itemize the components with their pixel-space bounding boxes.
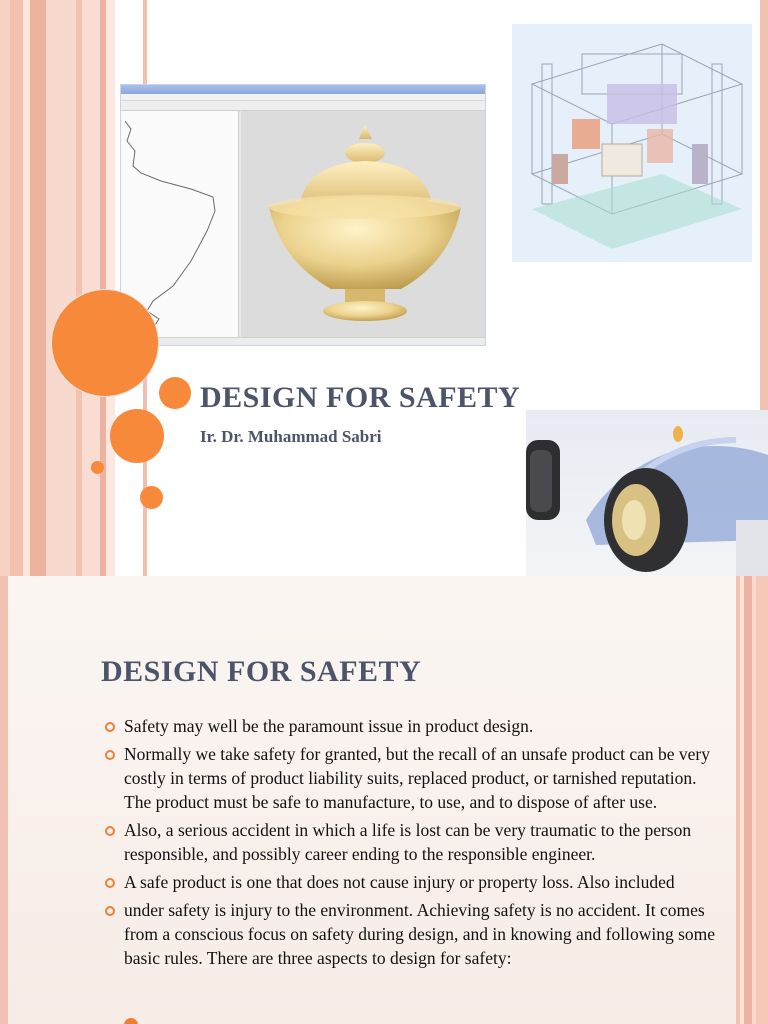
- bullet-item: [104, 714, 720, 738]
- bullet-item: [104, 818, 720, 866]
- circle-bullet-icon: [105, 750, 115, 760]
- 3d-viewport: [241, 111, 486, 339]
- circle-bullet-icon: [105, 906, 115, 916]
- right-decorative-stripes: [736, 576, 768, 1024]
- race-car-render: [526, 410, 768, 576]
- software-3d-bowl-screenshot: [120, 84, 486, 346]
- bullet-text: under safety is injury to the environment. Achieving safety is no accident. It comes from a conscious focus on safety during design, and in knowing and following some basic rules. There are three aspects to design for safety:: [124, 900, 716, 968]
- tiny-decorative-circle: [91, 461, 104, 474]
- bullet-text: A safe product is one that does not cause injury or property loss. Also included: [124, 872, 675, 892]
- bullet-text: Also, a serious accident in which a life is lost can be very traumatic to the person responsible, and possibly career ending to the responsible engineer.: [124, 820, 692, 864]
- small-decorative-circle: [159, 377, 191, 409]
- bowl-icon: [241, 111, 486, 339]
- author-name: Ir. Dr. Muhammad Sabri: [200, 427, 382, 446]
- bullet-text: Safety may well be the paramount issue in product design.: [124, 716, 534, 736]
- left-decorative-stripe: [0, 576, 8, 1024]
- bullet-text: Normally we take safety for granted, but the recall of an unsafe product can be very costly in terms of product liability suits, replaced product, or tarnished reputation. The product must be safe to manufacture, to use, and to dispose of after use.: [124, 744, 711, 812]
- slide-title: DESIGN FOR SAFETY: [200, 381, 521, 414]
- window-menu-bar: [121, 94, 485, 101]
- bullet-item: [104, 898, 720, 970]
- window-toolbar: [121, 101, 485, 111]
- medium-decorative-circle: [110, 409, 164, 463]
- slide-heading: DESIGN FOR SAFETY: [101, 655, 422, 688]
- window-title-bar: [121, 85, 485, 94]
- circle-bullet-icon: [105, 722, 115, 732]
- race-car-icon: [526, 410, 768, 576]
- small-decorative-circle-lower: [140, 486, 163, 509]
- bullet-item: [104, 870, 720, 894]
- window-status-bar: [121, 337, 485, 345]
- cad-machine-assembly-render: [512, 24, 752, 262]
- bullet-item: [104, 742, 720, 814]
- circle-bullet-icon: [105, 826, 115, 836]
- machine-assembly-icon: [512, 24, 752, 262]
- circle-bullet-icon: [105, 878, 115, 888]
- content-slide: [0, 576, 768, 1024]
- bullet-list: [104, 714, 720, 974]
- large-decorative-circle: [51, 289, 159, 397]
